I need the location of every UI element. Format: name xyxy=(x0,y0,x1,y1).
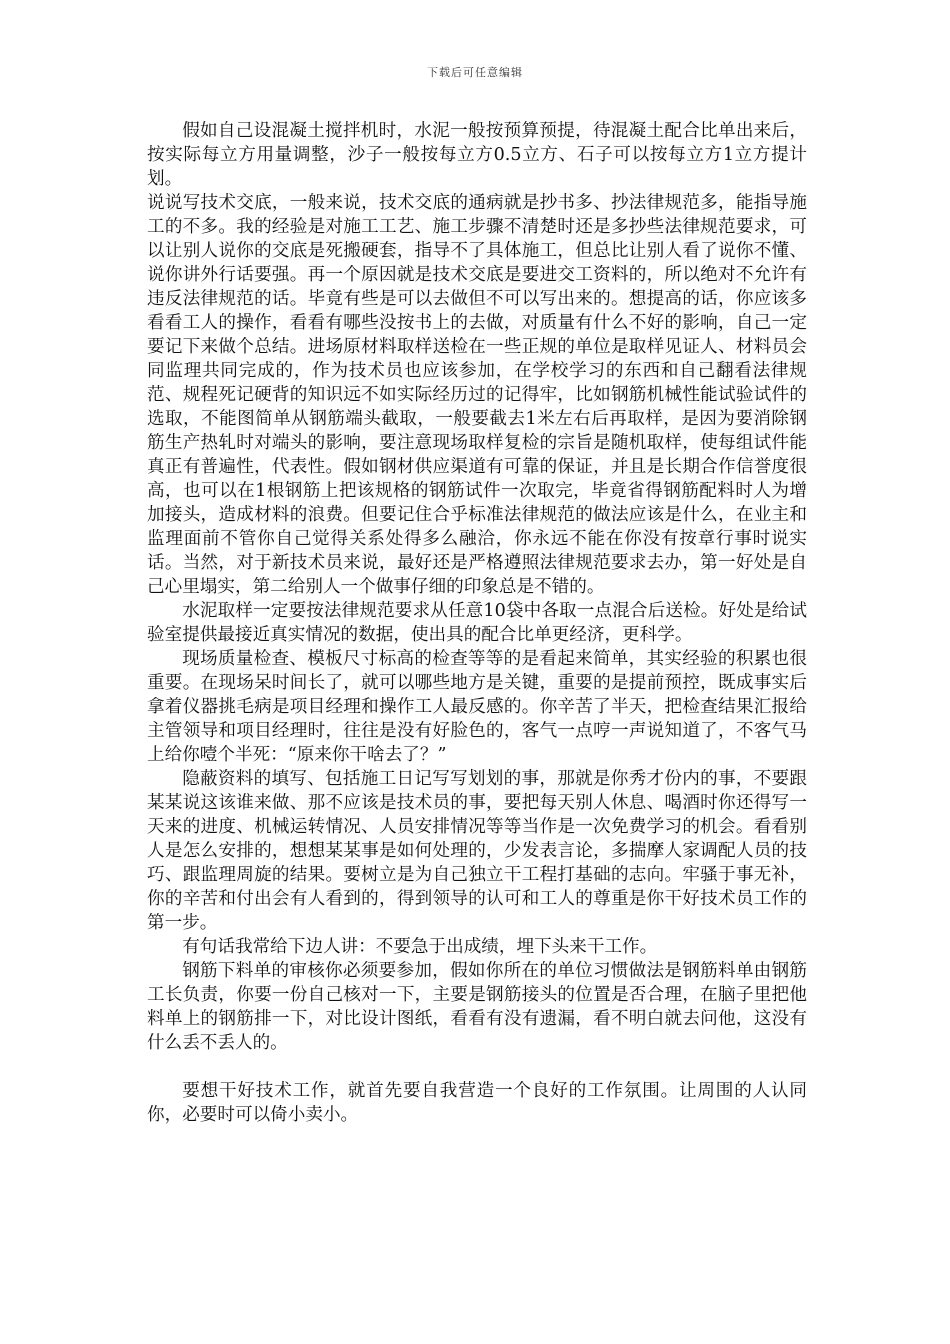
paragraph-concealed-records: 隐蔽资料的填写、包括施工日记写写划划的事，那就是你秀才份内的事，不要跟某某说这该谁来做、那不应该是技术员的事，要把每天别人休息、喝酒时你还得写一天来的进度、机械运转情况、人员安排情况等等当作是一次免费学习的机会。看看别人是怎么安排的，想想某某事是如何处理的，少发表言论，多揣摩人家调配人员的技巧、跟监理周旋的结果。要树立是为自己独立干工程打基础的志向。牢骚于事无补，你的辛苦和付出会有人看到的，得到领导的认可和工人的尊重是你干好技术员工作的第一步。 xyxy=(147,769,807,933)
document-body xyxy=(147,119,807,1127)
paragraph-technical-disclosure: 说说写技术交底，一般来说，技术交底的通病就是抄书多、抄法律规范多，能指导施工的不多。我的经验是对施工工艺、施工步骤不清楚时还是多抄些法律规范要求，可以让别人说你的交底是死搬硬套，指导不了具体施工，但总比让别人看了说你不懂、说你讲外行话要强。再一个原因就是技术交底是要进交工资料的，所以绝对不允许有违反法律规范的话。毕竟有些是可以去做但不可以写出来的。想提高的话，你应该多看看工人的操作，看看有哪些没按书上的去做，对质量有什么不好的影响，自己一定要记下来做个总结。进场原材料取样送检在一些正规的单位是取样见证人、材料员会同监理共同完成的，作为技术员也应该参加，在学校学习的东西和自己翻看法律规范、规程死记硬背的知识远不如实际经历过的记得牢，比如钢筋机械性能试验试件的选取，不能图简单从钢筋端头截取，一般要截去1米左右后再取样，是因为要消除钢筋生产热轧时对端头的影响，要注意现场取样复检的宗旨是随机取样，使每组试件能真正有普遍性，代表性。假如钢材供应渠道有可靠的保证，并且是长期合作信誉度很高，也可以在1根钢筋上把该规格的钢筋试件一次取完，毕竟省得钢筋配料时人为增加接头，造成材料的浪费。但要记住合乎标准法律规范的做法应该是什么，在业主和监理面前不管你自己觉得关系处得多么融洽，你永远不能在你没有按章行事时说实话。当然，对于新技术员来说，最好还是严格遵照法律规范要求去办，第一好处是自己心里塌实，第二给别人一个做事仔细的印象总是不错的。 xyxy=(147,193,807,597)
paragraph-work-atmosphere: 要想干好技术工作，就首先要自我营造一个良好的工作氛围。让周围的人认同你，必要时可以倚小卖小。 xyxy=(147,1081,807,1125)
page-header: 下载后可任意编辑 xyxy=(427,66,523,79)
paragraph-concrete-mixer: 假如自己设混凝土搅拌机时，水泥一般按预算预提，待混凝土配合比单出来后，按实际每立方用量调整，沙子一般按每立方0.5立方、石子可以按每立方1立方提计划。 xyxy=(147,121,807,189)
paragraph-cement-sampling: 水泥取样一定要按法律规范要求从任意10袋中各取一点混合后送检。好处是给试验室提供最接近真实情况的数据，使出具的配合比单更经济，更科学。 xyxy=(147,601,807,645)
paragraph-quality-inspection: 现场质量检查、模板尺寸标高的检查等等的是看起来简单，其实经验的积累也很重要。在现场呆时间长了，就可以哪些地方是关键，重要的是提前预控，既成事实后拿着仪器挑毛病是项目经理和操作工人最反感的。你辛苦了半天，把检查结果汇报给主管领导和项目经理时，往往是没有好脸色的，客气一点哼一声说知道了，不客气马上给你噎个半死：“原来你干啥去了？” xyxy=(147,649,807,765)
paragraph-rebar-list: 钢筋下料单的审核你必须要参加，假如你所在的单位习惯做法是钢筋料单由钢筋工长负责，你要一份自己核对一下，主要是钢筋接头的位置是否合理，在脑子里把他料单上的钢筋排一下，对比设计图纸，看看有没有遗漏，看不明白就去问他，这没有什么丢不丢人的。 xyxy=(147,961,807,1053)
paragraph-advice: 有句话我常给下边人讲：不要急于出成绩，埋下头来干工作。 xyxy=(182,937,658,957)
